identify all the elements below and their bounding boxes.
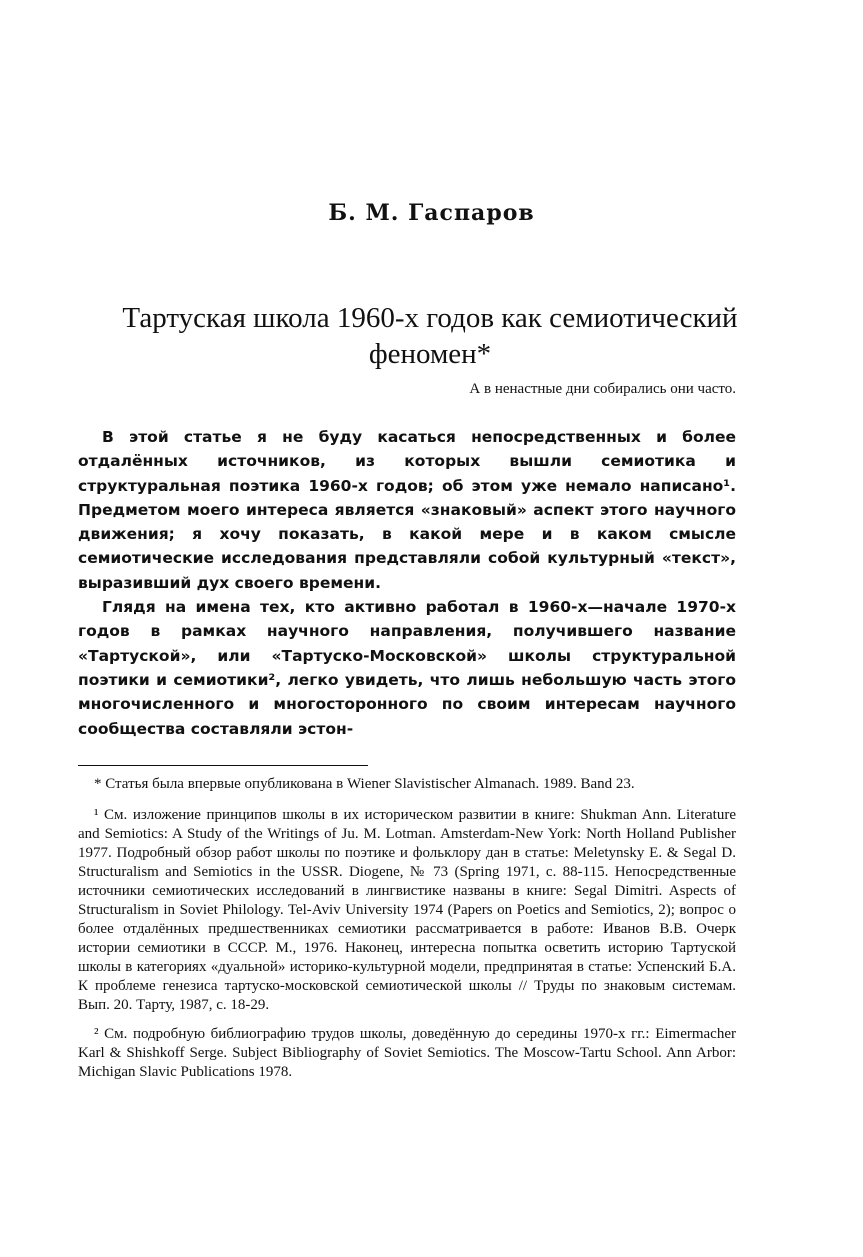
article-title: Тартуская школа 1960-х годов как семиотический феномен* [122,302,738,370]
footnotes [78,775,736,1092]
epigraph: А в ненастные дни собирались они часто. [469,381,736,397]
footnote-divider [78,765,368,766]
paragraph-1: В этой статье я не буду касаться непосредственных и более отдалённых источников, из которых вышли семиотика и структуральная поэтика 1960-х годов; об этом уже немало написано¹. Предметом моего интереса является «знаковый» аспект этого научного движения; я хочу показать, в какой мере и в каком смысле семиотические исследования представляли собой культурный «текст», выразивший дух своего времени. [78,428,736,592]
footnote-1: ¹ См. изложение принципов школы в их историческом развитии в книге: Shukman Ann. Literature and Semiotics: A Study of the Writings of Ju. M. Lotman. Amsterdam-New York: North Holland Publisher 1977. Подробный обзор работ школы по поэтике и фольклору дан в статье: Meletynsky E. & Segal D. Structuralism and Semiotics in the USSR. Diogene, № 73 (Spring 1971, с. 88-115. Непосредственные источники семиотических исследований в лингвистике названы в книге: Segal Dimitri. Aspects of Structuralism in Soviet Philology. Tel-Aviv University 1974 (Papers on Poetics and Semiotics, 2); вопрос о более отдалённых предшественниках семиотики рассматривается в работе: Иванов В.В. Очерк истории семиотики в СССР. М., 1976. Наконец, интересна попытка осветить историю Тартуской школы в категориях «дуальной» историко-культурной модели, предпринятая в статье: Успенский Б.А. К проблеме генезиса тартуско-московской семиотической школы // Труды по знаковым системам. Вып. 20. Тарту, 1987, с. 18-29. [78,807,736,1013]
author-name: Б. М. Гаспаров [328,200,535,226]
footnote-2: ² См. подробную библиографию трудов школы, доведённую до середины 1970-х гг.: Eimermacher Karl & Shishkoff Serge. Subject Bibliography of Soviet Semiotics. The Moscow-Tartu School. Ann Arbor: Michigan Slavic Publications 1978. [78,1026,736,1080]
article-body [78,425,736,741]
paragraph-2: Глядя на имена тех, кто активно работал в 1960-х—начале 1970-х годов в рамках научного направления, получившего название «Тартуской», или «Тартуско-Московской» школы структуральной поэтики и семиотики², легко увидеть, что лишь небольшую часть этого многочисленного и многосторонного по своим интересам научного сообщества составляли эстон- [78,598,736,738]
footnote-star: * Статья была впервые опубликована в Wiener Slavistischer Almanach. 1989. Band 23. [94,776,635,792]
